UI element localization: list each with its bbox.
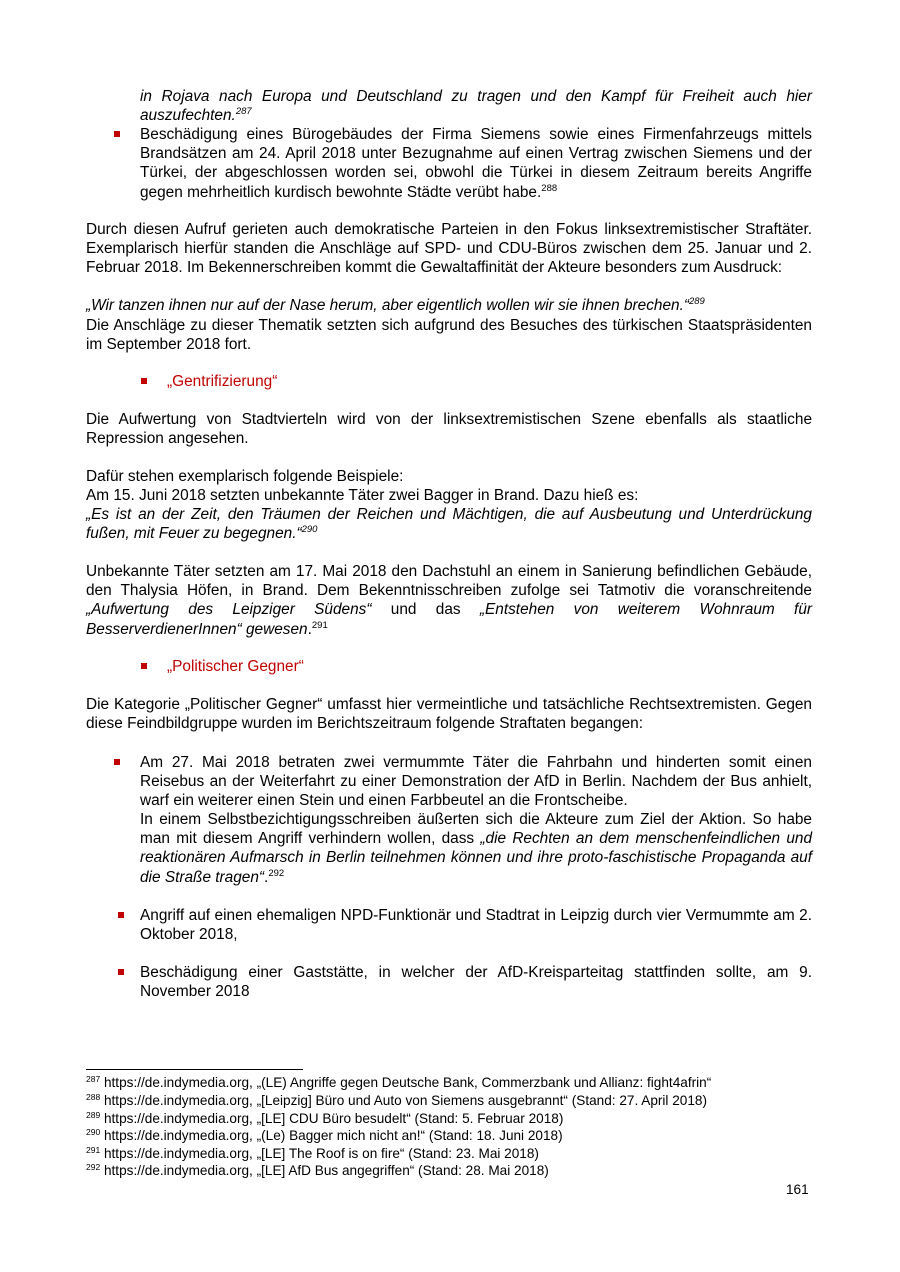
footnote-292: $^{292}$ https://de.indymedia.org, „[LE] AfD Bus angegriffen“ (Stand: 28. Mai 2018) [86,1162,549,1178]
footnote-ref[interactable]: 292 [268,867,285,879]
paragraph-political-opponent: Die Kategorie „Politischer Gegner“ umfasst hier vermeintliche und tatsächliche Rechtsextremisten. Gegen diese Feindbildgruppe wurden im Berichtszeitraum folgende Straftaten begangen: [86,696,812,733]
paragraph-parties-followup: Die Anschläge zu dieser Thematik setzten sich aufgrund des Besuches des türkischen Staatspräsidenten im September 2018 fort. [86,317,812,354]
footnote-ref[interactable]: 287 [235,106,252,118]
paragraph-parties: Durch diesen Aufruf gerieten auch demokratische Parteien in den Fokus linksextremistischer Straftäter. Exemplarisch hierfür standen die Anschläge auf SPD- und CDU-Büros zwischen dem 25. Januar und 2. Februar 2018. Im Bekennerschreiben kommt die Gewaltaffinität der Akteure besonders zum Ausdruck: [86,221,812,277]
footnote-288: $^{288}$ https://de.indymedia.org, „[Leipzig] Büro und Auto von Siemens ausgebrannt“ (Stand: 27. April 2018) [86,1092,707,1108]
paragraph-gentrification: Die Aufwertung von Stadtvierteln wird von der linksextremistischen Szene ebenfalls als staatliche Repression angesehen. [86,411,812,448]
footnote-289: $^{289}$ https://de.indymedia.org, „[LE] CDU Büro besudelt“ (Stand: 5. Februar 2018) [86,1110,564,1126]
bullet-icon [118,969,124,975]
footnote-ref[interactable]: 288 [541,182,558,194]
footnote-ref[interactable]: 289 [688,296,705,307]
footnote-287: $^{287}$ https://de.indymedia.org, „(LE) Angriffe gegen Deutsche Bank, Commerzbank und Allianz: fight4afrin“ [86,1074,712,1090]
footnote-ref[interactable]: 290 [301,524,318,536]
bullet-icon [114,759,120,765]
footnote-290: $^{290}$ https://de.indymedia.org, „(Le) Bagger mich nicht an!“ (Stand: 18. Juni 2018) [86,1127,563,1143]
quote-excavators: „Es ist an der Zeit, den Träumen der Reichen und Mächtigen, die auf Ausbeutung und Unterdrückung fußen, mit Feuer zu begegnen.“$^{290}$ [86,506,812,543]
quote-parties: „Wir tanzen ihnen nur auf der Nase herum, aber eigentlich wollen wir sie ihnen brechen.“$^{289}$ [86,296,705,314]
bullet-icon [141,663,147,669]
list-item-bus-attack: Am 27. Mai 2018 betraten zwei vermummte Täter die Fahrbahn und hinderten somit einen Reisebus an der Weiterfahrt zu einer Demonstration der AfD in Berlin. Nachdem der Bus anhielt, warf ein weiterer einen Stein und einen Farbbeutel an die Frontscheibe. [140,754,812,810]
list-item-npd: Angriff auf einen ehemaligen NPD-Funktionär und Stadtrat in Leipzig durch vier Vermummte am 2. Oktober 2018, [140,907,812,944]
paragraph-examples-line: Am 15. Juni 2018 setzten unbekannte Täter zwei Bagger in Brand. Dazu hieß es: [86,487,639,504]
continued-list-item: in Rojava nach Europa und Deutschland zu tragen und den Kampf für Freiheit auch hier auszufechten.$^{287}$ [140,88,812,125]
list-item-afd-meeting: Beschädigung einer Gaststätte, in welcher der AfD-Kreisparteitag stattfinden sollte, am 9. November 2018 [140,964,812,1001]
bullet-icon [118,912,124,918]
list-item-siemens: Beschädigung eines Bürogebäudes der Firma Siemens sowie eines Firmenfahrzeugs mittels Brandsätzen am 24. April 2018 unter Bezugnahme auf einen Vertrag zwischen Siemens und der Türkei, der abgeschlossen worden sei, obwohl die Türkei in diesem Zeitraum bereits Angriffe gegen mehrheitlich kurdisch bewohnte Städte verübt habe.$^{288}$ [140,126,812,201]
bullet-icon [141,378,147,384]
footnote-ref[interactable]: 291 [311,619,328,631]
bullet-icon [114,131,120,137]
section-heading-political-opponent: „Politischer Gegner“ [167,658,304,675]
page-number: 161 [786,1182,809,1197]
paragraph-examples-intro: Dafür stehen exemplarisch folgende Beispiele: [86,468,404,485]
list-item-bus-attack-detail: In einem Selbstbezichtigungsschreiben äußerten sich die Akteure zum Ziel der Aktion. So habe man mit diesem Angriff verhindern wollen, dass „die Rechten an dem menschenfeindlichen und reaktionären Aufmarsch in Berlin teilnehmen können und ihre proto-faschistische Propaganda auf die Straße tragen“.$^{292}$ [140,811,813,886]
section-heading-gentrification: „Gentrifizierung“ [167,373,278,390]
footnote-separator [86,1069,303,1070]
paragraph-thalysia: Unbekannte Täter setzten am 17. Mai 2018 den Dachstuhl an einem in Sanierung befindlichen Gebäude, den Thalysia Höfen, in Brand. Dem Bekenntnisschreiben zufolge sei Tatmotiv die voranschreitende „Aufwertung des Leipziger Südens“ und das „Entstehen von weiterem Wohnraum für BesserverdienerInnen“ gewesen.$^{291}$ [86,563,813,638]
footnote-291: $^{291}$ https://de.indymedia.org, „[LE] The Roof is on fire“ (Stand: 23. Mai 2018) [86,1145,539,1161]
